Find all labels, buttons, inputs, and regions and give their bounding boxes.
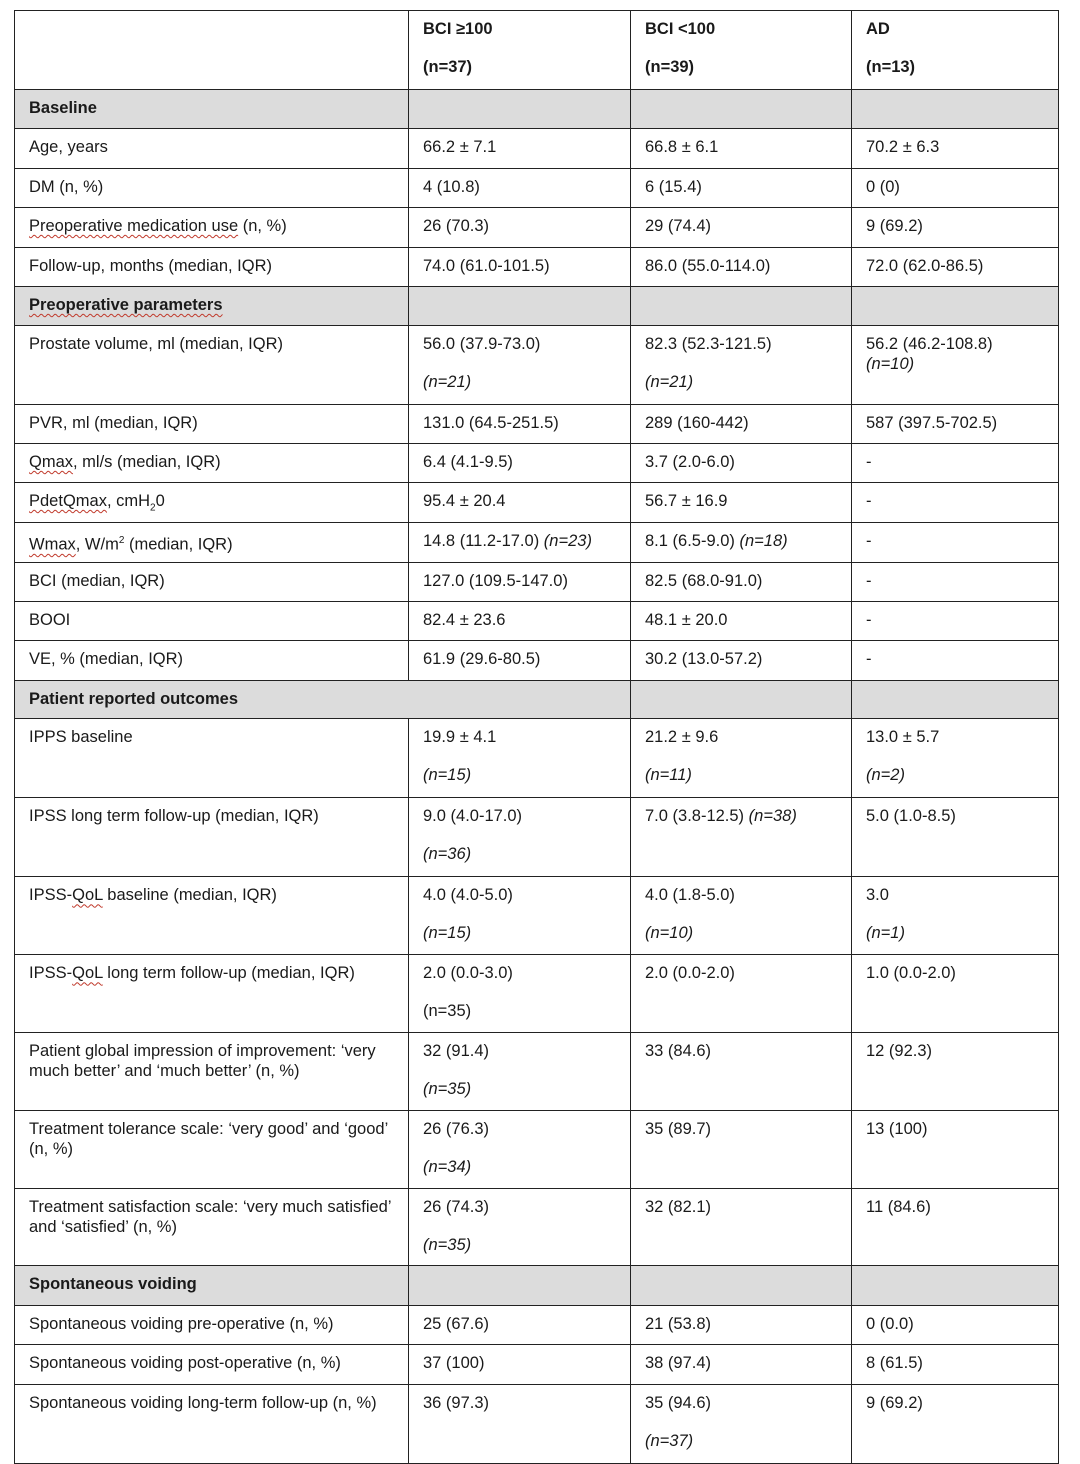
cell: 9 (69.2) [852, 1385, 1059, 1464]
table-row-pgi [15, 1033, 1059, 1111]
results-table [14, 10, 1059, 1464]
row-label: PVR, ml (median, IQR) [15, 405, 409, 444]
table-row-tolerance [15, 1111, 1059, 1189]
row-label: Prostate volume, ml (median, IQR) [15, 326, 409, 405]
row-label: Treatment tolerance scale: ‘very good’ and ‘good’ (n, %) [15, 1111, 409, 1189]
cell: 7.0 (3.8-12.5) (n=38) [631, 798, 852, 877]
row-label: Spontaneous voiding pre-operative (n, %) [15, 1306, 409, 1345]
cell: 36 (97.3) [409, 1385, 631, 1464]
cell: 66.2 ± 7.1 [409, 129, 631, 169]
table-row-qol-baseline [15, 877, 1059, 955]
row-label: Follow-up, months (median, IQR) [15, 248, 409, 287]
table-row-qmax [15, 444, 1059, 483]
cell: 587 (397.5-702.5) [852, 405, 1059, 444]
table-row-medication [15, 208, 1059, 248]
cell: - [852, 602, 1059, 641]
cell: 13 (100) [852, 1111, 1059, 1189]
row-label: BOOI [15, 602, 409, 641]
table-row-prostate-volume [15, 326, 1059, 405]
cell: 4.0 (4.0-5.0) (n=15) [409, 877, 631, 955]
row-label: Wmax, $W/m^2$ (median, IQR) [15, 523, 409, 563]
cell: 9.0 (4.0-17.0) (n=36) [409, 798, 631, 877]
cell: 25 (67.6) [409, 1306, 631, 1345]
table-row-sv-pre [15, 1306, 1059, 1345]
cell: 13.0 ± 5.7 (n=2) [852, 719, 1059, 798]
cell: 56.7 ± 16.9 [631, 483, 852, 523]
cell: 82.4 ± 23.6 [409, 602, 631, 641]
cell: 19.9 ± 4.1 (n=15) [409, 719, 631, 798]
table-row-sv-post [15, 1345, 1059, 1385]
row-label: IPSS-QoL long term follow-up (median, IQR) [15, 955, 409, 1033]
header-row [15, 11, 1059, 90]
cell: 9 (69.2) [852, 208, 1059, 248]
cell: 35 (94.6) (n=37) [631, 1385, 852, 1464]
cell: 21.2 ± 9.6 (n=11) [631, 719, 852, 798]
table-row-dm [15, 169, 1059, 208]
table-row-bci [15, 563, 1059, 602]
cell: 6 (15.4) [631, 169, 852, 208]
cell: 11 (84.6) [852, 1189, 1059, 1266]
cell: 12 (92.3) [852, 1033, 1059, 1111]
table-row-booi [15, 602, 1059, 641]
cell: 61.9 (29.6-80.5) [409, 641, 631, 681]
table-row-satisfaction [15, 1189, 1059, 1266]
header-bci-high: BCI ≥100 (n=37) [409, 11, 631, 90]
cell: 26 (76.3) (n=34) [409, 1111, 631, 1189]
row-label: Preoperative medication use (n, %) [15, 208, 409, 248]
row-label: Age, years [15, 129, 409, 169]
row-label: Patient global impression of improvement: ‘very much better’ and ‘much better’ (n, %) [15, 1033, 409, 1111]
table-row-age [15, 129, 1059, 169]
header-ad: AD (n=13) [852, 11, 1059, 90]
section-label: Baseline [15, 90, 409, 129]
cell: 8.1 (6.5-9.0) (n=18) [631, 523, 852, 563]
cell: 127.0 (109.5-147.0) [409, 563, 631, 602]
cell: 95.4 ± 20.4 [409, 483, 631, 523]
row-label: PdetQmax, cmH$_2$0 [15, 483, 409, 523]
table-row-ipps [15, 719, 1059, 798]
cell: 2.0 (0.0-3.0) (n=35) [409, 955, 631, 1033]
section-label: Preoperative parameters [15, 287, 409, 326]
cell: 86.0 (55.0-114.0) [631, 248, 852, 287]
cell: 26 (74.3) (n=35) [409, 1189, 631, 1266]
row-label: IPSS long term follow-up (median, IQR) [15, 798, 409, 877]
row-label: Spontaneous voiding post-operative (n, %) [15, 1345, 409, 1385]
table-row-pvr [15, 405, 1059, 444]
cell: - [852, 641, 1059, 681]
row-label: Treatment satisfaction scale: ‘very much satisfied’ and ‘satisfied’ (n, %) [15, 1189, 409, 1266]
table-row-sv-long-term [15, 1385, 1059, 1464]
cell: 6.4 (4.1-9.5) [409, 444, 631, 483]
cell: 74.0 (61.0-101.5) [409, 248, 631, 287]
cell: - [852, 444, 1059, 483]
table-row-pdetqmax [15, 483, 1059, 523]
cell: 3.0 (n=1) [852, 877, 1059, 955]
row-label: IPPS baseline [15, 719, 409, 798]
cell: 32 (82.1) [631, 1189, 852, 1266]
row-label: Qmax, ml/s (median, IQR) [15, 444, 409, 483]
cell: 26 (70.3) [409, 208, 631, 248]
row-label: Spontaneous voiding long-term follow-up (n, %) [15, 1385, 409, 1464]
cell: - [852, 483, 1059, 523]
cell: 289 (160-442) [631, 405, 852, 444]
cell: 131.0 (64.5-251.5) [409, 405, 631, 444]
cell: 82.5 (68.0-91.0) [631, 563, 852, 602]
cell: 8 (61.5) [852, 1345, 1059, 1385]
section-row-voiding [15, 1266, 1059, 1306]
section-label: Spontaneous voiding [15, 1266, 409, 1306]
cell: 38 (97.4) [631, 1345, 852, 1385]
cell: - [852, 563, 1059, 602]
section-label: Patient reported outcomes [15, 681, 631, 719]
cell: 14.8 (11.2-17.0) (n=23) [409, 523, 631, 563]
cell: 72.0 (62.0-86.5) [852, 248, 1059, 287]
cell: 33 (84.6) [631, 1033, 852, 1111]
table-row-ve [15, 641, 1059, 681]
table-row-follow-up [15, 248, 1059, 287]
section-row-pro [15, 681, 1059, 719]
header-bci-low: BCI <100 (n=39) [631, 11, 852, 90]
cell: 5.0 (1.0-8.5) [852, 798, 1059, 877]
row-label: BCI (median, IQR) [15, 563, 409, 602]
cell: 29 (74.4) [631, 208, 852, 248]
cell: 82.3 (52.3-121.5) (n=21) [631, 326, 852, 405]
cell: 35 (89.7) [631, 1111, 852, 1189]
cell: 1.0 (0.0-2.0) [852, 955, 1059, 1033]
cell: 48.1 ± 20.0 [631, 602, 852, 641]
cell: 70.2 ± 6.3 [852, 129, 1059, 169]
cell: 2.0 (0.0-2.0) [631, 955, 852, 1033]
table-row-qol-long-term [15, 955, 1059, 1033]
cell: 0 (0.0) [852, 1306, 1059, 1345]
cell: 30.2 (13.0-57.2) [631, 641, 852, 681]
table-row-ipss-long-term [15, 798, 1059, 877]
cell: 21 (53.8) [631, 1306, 852, 1345]
row-label: IPSS-QoL baseline (median, IQR) [15, 877, 409, 955]
cell: - [852, 523, 1059, 563]
section-row-preop [15, 287, 1059, 326]
table-row-wmax [15, 523, 1059, 563]
cell: 56.2 (46.2-108.8) (n=10) [852, 326, 1059, 405]
section-row-baseline [15, 90, 1059, 129]
row-label: DM (n, %) [15, 169, 409, 208]
cell: 4.0 (1.8-5.0) (n=10) [631, 877, 852, 955]
row-label: VE, % (median, IQR) [15, 641, 409, 681]
cell: 4 (10.8) [409, 169, 631, 208]
cell: 32 (91.4) (n=35) [409, 1033, 631, 1111]
cell: 37 (100) [409, 1345, 631, 1385]
cell: 56.0 (37.9-73.0) (n=21) [409, 326, 631, 405]
cell: 3.7 (2.0-6.0) [631, 444, 852, 483]
cell: 66.8 ± 6.1 [631, 129, 852, 169]
header-blank-cell [15, 11, 409, 90]
cell: 0 (0) [852, 169, 1059, 208]
